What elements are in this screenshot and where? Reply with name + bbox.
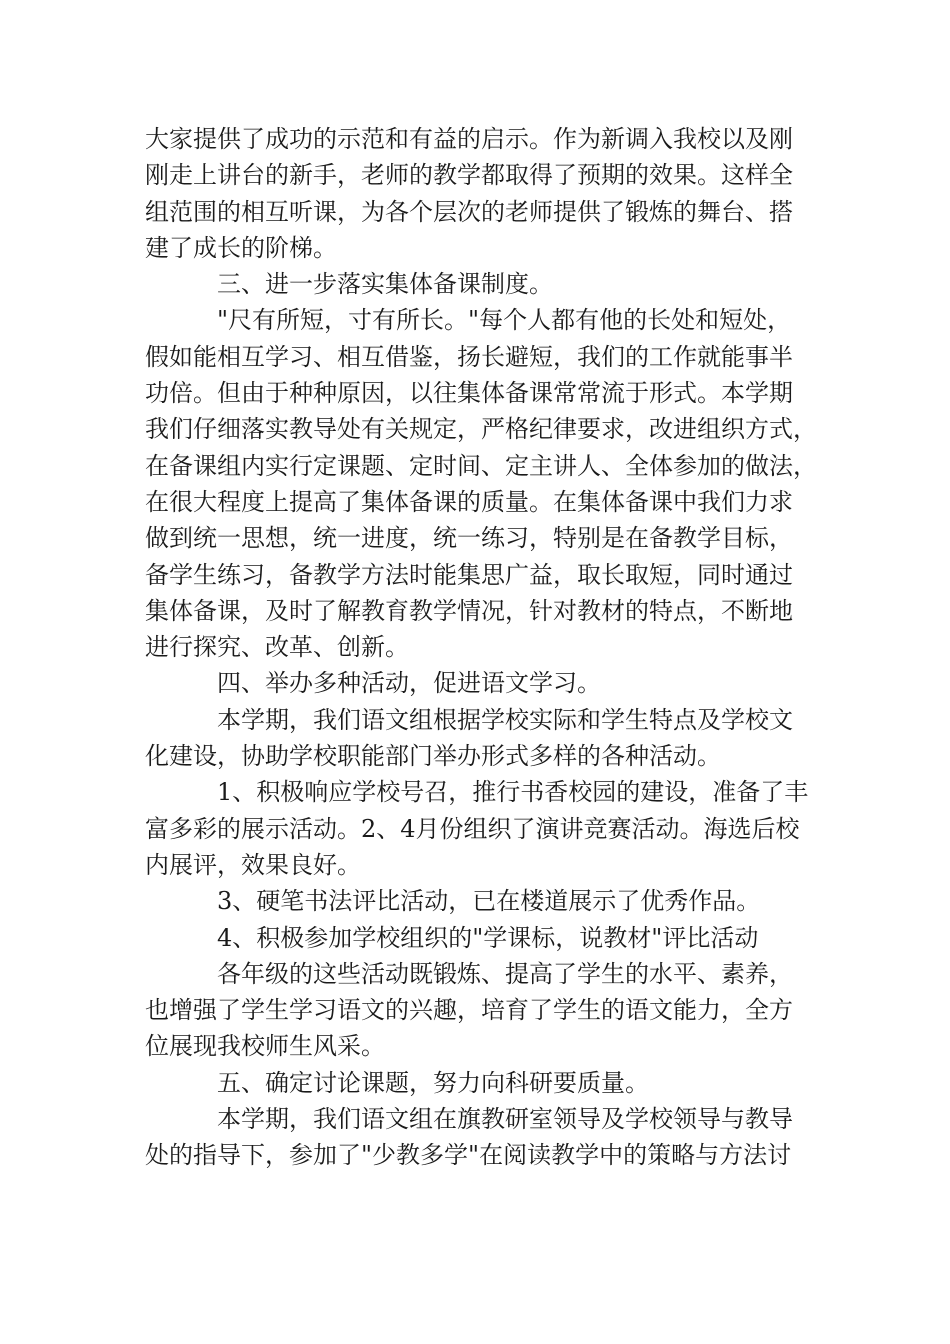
text-line: 大家提供了成功的示范和有益的启示。作为新调入我校以及刚 [145,125,793,153]
text-line: 进行探究、改革、创新。 [145,633,409,662]
text-line: 假如能相互学习、相互借鉴，扬长避短，我们的工作就能事半 [145,342,793,371]
body-text [145,121,817,1174]
text-line: 3、硬笔书法评比活动，已在楼道展示了优秀作品。 [217,887,761,916]
text-line: 五、确定讨论课题，努力向科研要质量。 [217,1068,649,1097]
text-line: 1、积极响应学校号召，推行书香校园的建设，准备了丰 [217,778,809,807]
text-line: 化建设，协助学校职能部门举办形式多样的各种活动。 [145,742,721,771]
text-line: "尺有所短，寸有所长。"每个人都有他的长处和短处， [217,306,792,335]
text-line: 内展评，效果良好。 [145,850,361,879]
text-line: 四、举办多种活动，促进语文学习。 [217,669,601,698]
text-line: 功倍。但由于种种原因，以往集体备课常常流于形式。本学期 [145,379,793,408]
text-line: 刚走上讲台的新手，老师的教学都取得了预期的效果。这样全 [145,161,793,190]
text-line: 建了成长的阶梯。 [145,233,337,262]
text-line: 组范围的相互听课，为各个层次的老师提供了锻炼的舞台、搭 [145,197,793,226]
text-line: 本学期，我们语文组根据学校实际和学生特点及学校文 [217,705,793,734]
text-line: 在很大程度上提高了集体备课的质量。在集体备课中我们力求 [145,487,793,516]
text-line: 4、积极参加学校组织的"学课标，说教材"评比活动 [217,923,759,952]
text-line: 也增强了学生学习语文的兴趣，培育了学生的语文能力，全方 [145,996,793,1025]
text-line: 富多彩的展示活动。2、4月份组织了演讲竞赛活动。海选后校 [145,814,800,843]
text-line: 本学期，我们语文组在旗教研室领导及学校领导与教导 [217,1105,793,1134]
text-line: 在备课组内实行定课题、定时间、定主讲人、全体参加的做法， [145,451,817,480]
text-line: 处的指导下，参加了"少教多学"在阅读教学中的策略与方法讨 [145,1141,792,1170]
text-line: 我们仔细落实教导处有关规定，严格纪律要求，改进组织方式， [145,415,817,444]
text-line: 各年级的这些活动既锻炼、提高了学生的水平、素养， [217,959,793,988]
text-line: 备学生练习，备教学方法时能集思广益，取长取短，同时通过 [145,560,793,589]
text-line: 三、进一步落实集体备课制度。 [217,270,553,299]
text-line: 做到统一思想，统一进度，统一练习，特别是在备教学目标， [145,524,793,553]
text-line: 位展现我校师生风采。 [145,1032,385,1061]
text-line: 集体备课，及时了解教育教学情况，针对教材的特点，不断地 [145,596,793,625]
